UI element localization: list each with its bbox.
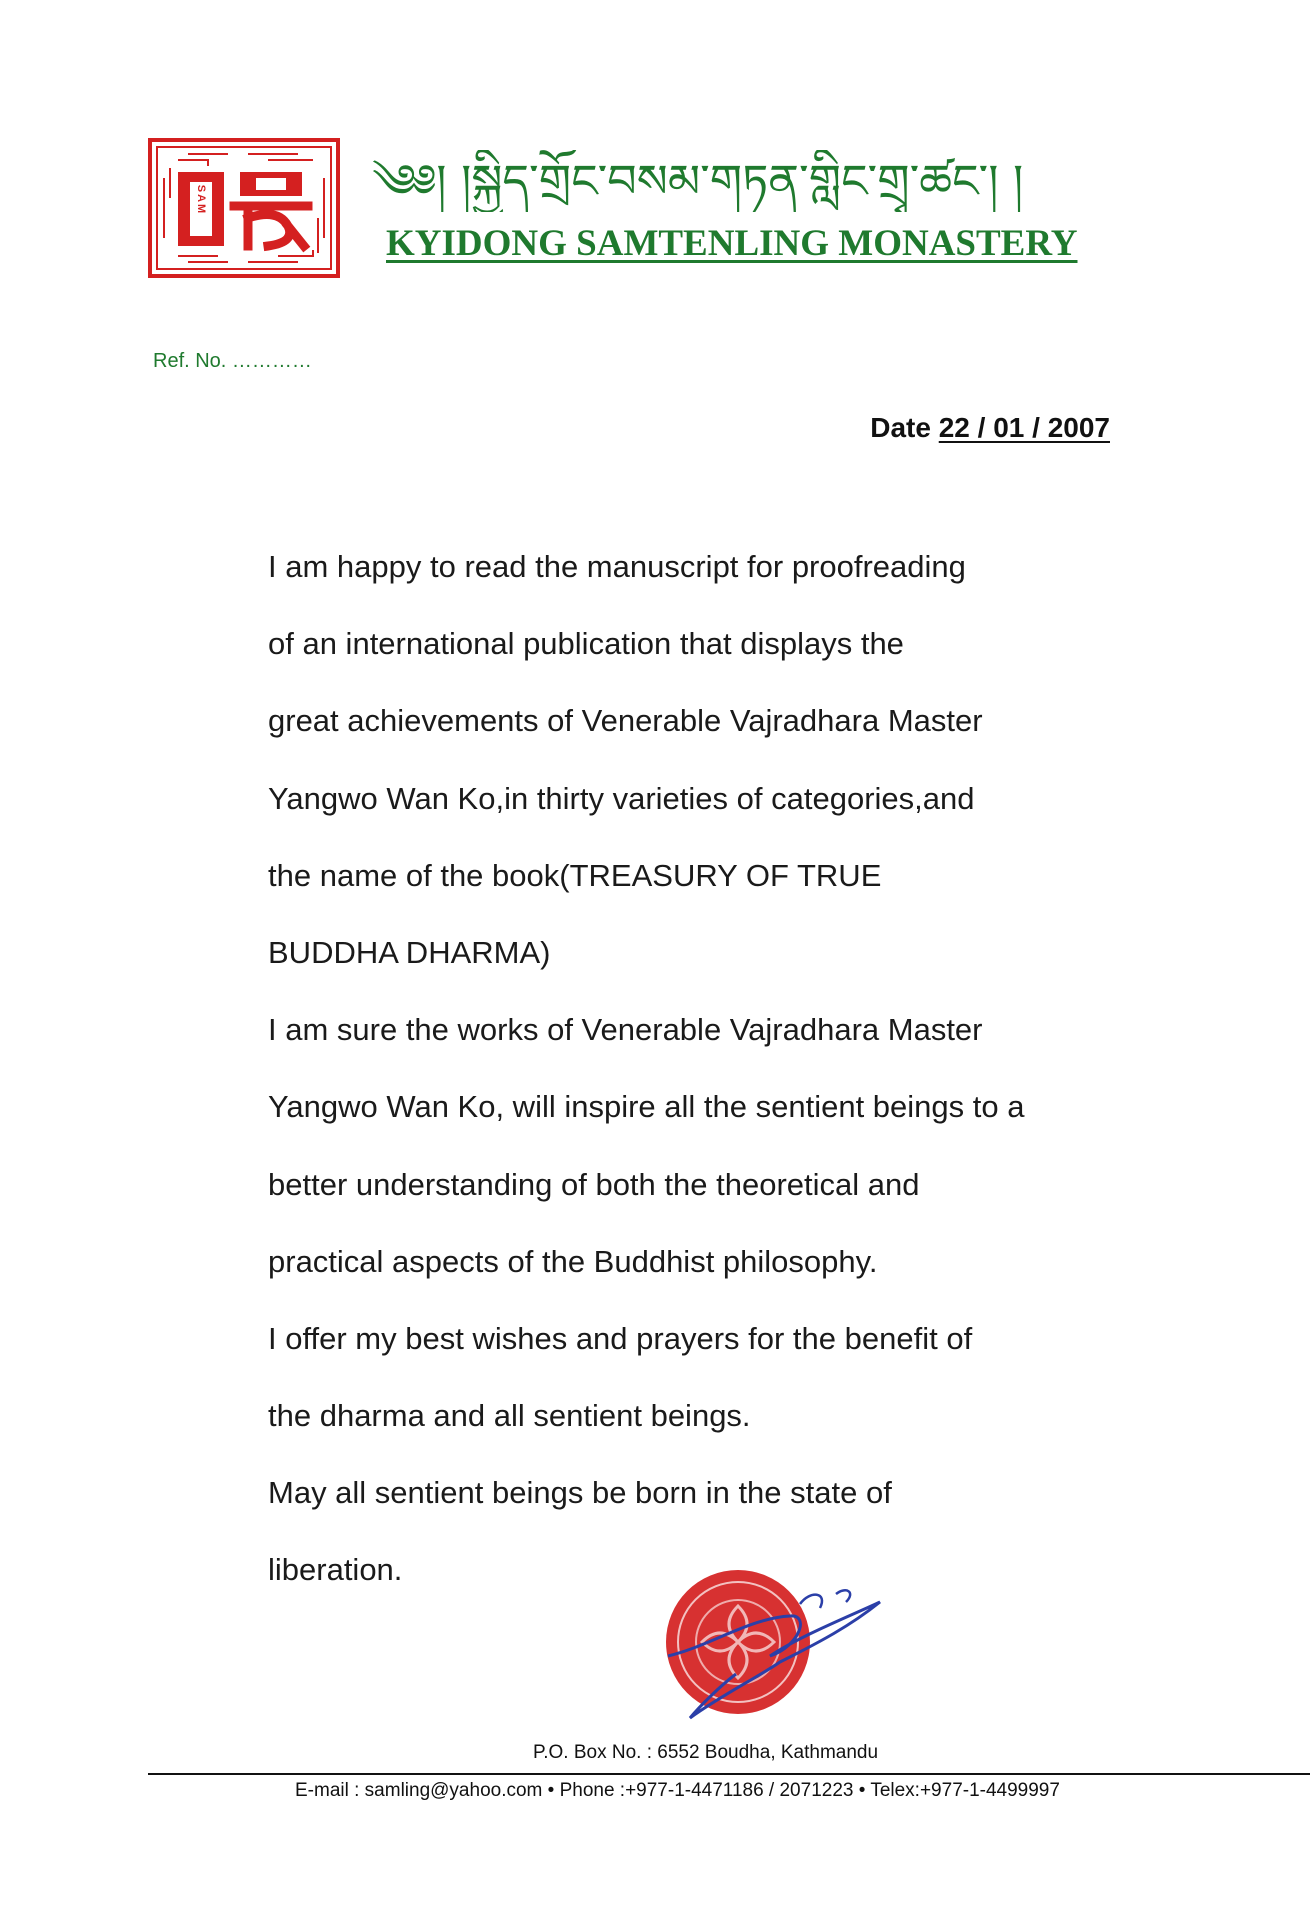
date-value: 22 / 01 / 2007	[938, 412, 1110, 443]
ref-number: Ref. No. …………	[153, 350, 312, 372]
body-line: May all sentient beings be born in the state of	[268, 1475, 892, 1511]
body-line: Yangwo Wan Ko, will inspire all the sentient beings to a	[268, 1089, 1025, 1125]
date-label: Date	[870, 412, 931, 443]
letter-body	[268, 528, 1128, 1609]
body-line: liberation.	[268, 1552, 403, 1588]
tibetan-monastery-name: ༄༅། །སྐྱིད་གྲོང་བསམ་གཏན་གླིང་གྲྭ་ཚང་། །	[372, 154, 1024, 208]
body-line: of an international publication that displays the	[268, 626, 904, 662]
monastery-name: KYIDONG SAMTENLING MONASTERY	[386, 223, 1078, 264]
footer-contact: E-mail : samling@yahoo.com • Phone :+977-1-4471186 / 2071223 • Telex:+977-1-4499997	[295, 1780, 1060, 1801]
footer-divider	[148, 1773, 1310, 1775]
body-line: better understanding of both the theoretical and	[268, 1166, 920, 1202]
monastery-logo	[148, 138, 340, 278]
logo-text: SAM	[195, 184, 207, 216]
body-line: I am sure the works of Venerable Vajradhara Master	[268, 1012, 983, 1048]
body-line: BUDDHA DHARMA)	[268, 934, 551, 970]
body-line: I am happy to read the manuscript for proofreading	[268, 549, 966, 584]
seal-signature-icon	[660, 1546, 900, 1726]
body-line: Yangwo Wan Ko,in thirty varieties of categories,and	[268, 780, 975, 816]
body-line: the name of the book(TREASURY OF TRUE	[268, 857, 882, 893]
footer-address: P.O. Box No. : 6552 Boudha, Kathmandu	[533, 1742, 879, 1763]
body-line: I offer my best wishes and prayers for the benefit of	[268, 1320, 973, 1356]
body-line: practical aspects of the Buddhist philosophy.	[268, 1243, 878, 1279]
date-line	[870, 412, 1110, 444]
body-line: the dharma and all sentient beings.	[268, 1398, 751, 1434]
body-line: great achievements of Venerable Vajradhara Master	[268, 703, 983, 739]
